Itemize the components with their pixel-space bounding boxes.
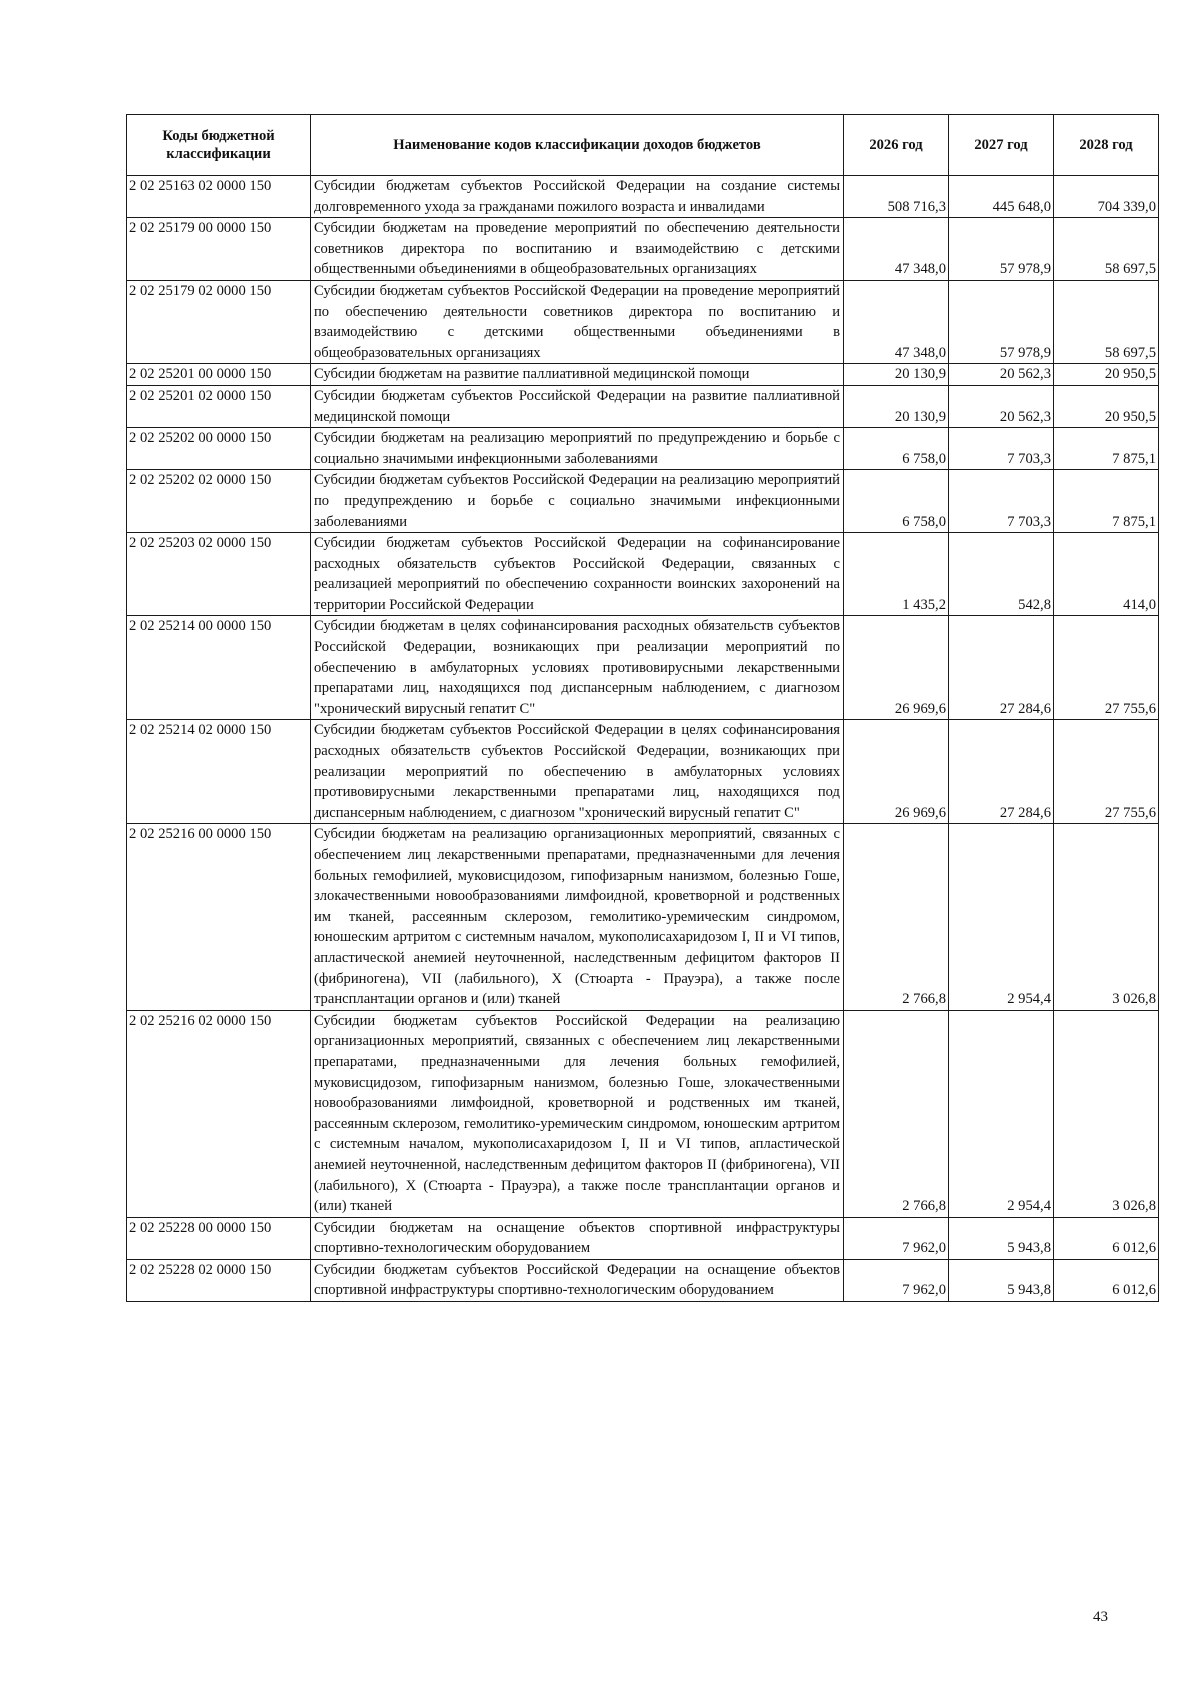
- code-cell: 2 02 25179 00 0000 150: [127, 218, 311, 281]
- value-2027-cell: 2 954,4: [949, 1010, 1054, 1217]
- value-2026-cell: 47 348,0: [844, 280, 949, 363]
- table-row: [127, 470, 1159, 533]
- name-cell: Субсидии бюджетам субъектов Российской Федерации на софинансирование расходных обязательств субъектов Российской Федерации, связанных с реализацией мероприятий по обеспечению сохранности воинских захоронений на территории Российской Федерации: [311, 533, 844, 616]
- value-2028-cell: 58 697,5: [1054, 218, 1159, 281]
- value-2028-cell: 3 026,8: [1054, 824, 1159, 1010]
- value-2026-cell: 2 766,8: [844, 1010, 949, 1217]
- value-2027-cell: 20 562,3: [949, 364, 1054, 386]
- table-row: [127, 1217, 1159, 1259]
- table-row: [127, 1259, 1159, 1301]
- name-cell: Субсидии бюджетам на реализацию мероприятий по предупреждению и борьбе с социально значимыми инфекционными заболеваниями: [311, 428, 844, 470]
- value-2026-cell: 20 130,9: [844, 364, 949, 386]
- header-name: Наименование кодов классификации доходов бюджетов: [311, 115, 844, 176]
- table-row: [127, 533, 1159, 616]
- code-cell: 2 02 25203 02 0000 150: [127, 533, 311, 616]
- budget-revenue-table: [126, 114, 1159, 1302]
- header-code: Коды бюджетной классификации: [127, 115, 311, 176]
- value-2026-cell: 26 969,6: [844, 616, 949, 720]
- value-2026-cell: 20 130,9: [844, 385, 949, 427]
- name-cell: Субсидии бюджетам субъектов Российской Федерации на реализацию мероприятий по предупреждению и борьбе с социально значимыми инфекционными заболеваниями: [311, 470, 844, 533]
- header-2026: 2026 год: [844, 115, 949, 176]
- name-cell: Субсидии бюджетам субъектов Российской Федерации на создание системы долговременного ухода за гражданами пожилого возраста и инвалидами: [311, 176, 844, 218]
- table-row: [127, 218, 1159, 281]
- code-cell: 2 02 25201 02 0000 150: [127, 385, 311, 427]
- code-cell: 2 02 25228 00 0000 150: [127, 1217, 311, 1259]
- value-2026-cell: 26 969,6: [844, 720, 949, 824]
- table-row: [127, 364, 1159, 386]
- table-row: [127, 1010, 1159, 1217]
- name-cell: Субсидии бюджетам субъектов Российской Федерации в целях софинансирования расходных обязательств субъектов Российской Федерации, возникающих при реализации мероприятий по обеспечению в амбулаторных условиях противовирусными лекарственными препаратами лиц, находящихся под диспансерным наблюдением, с диагнозом "хронический вирусный гепатит С": [311, 720, 844, 824]
- value-2027-cell: 20 562,3: [949, 385, 1054, 427]
- table-row: [127, 824, 1159, 1010]
- value-2027-cell: 7 703,3: [949, 470, 1054, 533]
- value-2027-cell: 542,8: [949, 533, 1054, 616]
- value-2028-cell: 7 875,1: [1054, 470, 1159, 533]
- value-2028-cell: 3 026,8: [1054, 1010, 1159, 1217]
- value-2028-cell: 27 755,6: [1054, 616, 1159, 720]
- page-number: 43: [1093, 1609, 1108, 1625]
- code-cell: 2 02 25216 02 0000 150: [127, 1010, 311, 1217]
- value-2026-cell: 1 435,2: [844, 533, 949, 616]
- code-cell: 2 02 25228 02 0000 150: [127, 1259, 311, 1301]
- value-2028-cell: 20 950,5: [1054, 364, 1159, 386]
- code-cell: 2 02 25202 00 0000 150: [127, 428, 311, 470]
- value-2028-cell: 7 875,1: [1054, 428, 1159, 470]
- value-2028-cell: 6 012,6: [1054, 1259, 1159, 1301]
- value-2028-cell: 27 755,6: [1054, 720, 1159, 824]
- value-2026-cell: 6 758,0: [844, 470, 949, 533]
- code-cell: 2 02 25214 00 0000 150: [127, 616, 311, 720]
- value-2028-cell: 704 339,0: [1054, 176, 1159, 218]
- value-2028-cell: 414,0: [1054, 533, 1159, 616]
- value-2028-cell: 20 950,5: [1054, 385, 1159, 427]
- code-cell: 2 02 25216 00 0000 150: [127, 824, 311, 1010]
- table-row: [127, 176, 1159, 218]
- table-row: [127, 428, 1159, 470]
- value-2026-cell: 7 962,0: [844, 1217, 949, 1259]
- value-2027-cell: 57 978,9: [949, 218, 1054, 281]
- value-2026-cell: 508 716,3: [844, 176, 949, 218]
- name-cell: Субсидии бюджетам на проведение мероприятий по обеспечению деятельности советников директора по воспитанию и взаимодействию с детскими общественными объединениями в общеобразовательных организациях: [311, 218, 844, 281]
- table-row: [127, 616, 1159, 720]
- table-row: [127, 720, 1159, 824]
- value-2027-cell: 5 943,8: [949, 1259, 1054, 1301]
- name-cell: Субсидии бюджетам субъектов Российской Федерации на развитие паллиативной медицинской помощи: [311, 385, 844, 427]
- table-header-row: [127, 115, 1159, 176]
- table-row: [127, 385, 1159, 427]
- table-row: [127, 280, 1159, 363]
- value-2026-cell: 6 758,0: [844, 428, 949, 470]
- table-body: [127, 176, 1159, 1302]
- name-cell: Субсидии бюджетам субъектов Российской Федерации на проведение мероприятий по обеспечению деятельности советников директора по воспитанию и взаимодействию с детскими общественными объединениями в общеобразовательных организациях: [311, 280, 844, 363]
- code-cell: 2 02 25202 02 0000 150: [127, 470, 311, 533]
- value-2028-cell: 6 012,6: [1054, 1217, 1159, 1259]
- code-cell: 2 02 25201 00 0000 150: [127, 364, 311, 386]
- name-cell: Субсидии бюджетам на оснащение объектов спортивной инфраструктуры спортивно-технологическим оборудованием: [311, 1217, 844, 1259]
- header-2027: 2027 год: [949, 115, 1054, 176]
- value-2027-cell: 27 284,6: [949, 616, 1054, 720]
- name-cell: Субсидии бюджетам в целях софинансирования расходных обязательств субъектов Российской Федерации, возникающих при реализации мероприятий по обеспечению в амбулаторных условиях противовирусными лекарственными препаратами лиц, находящихся под диспансерным наблюдением, с диагнозом "хронический вирусный гепатит С": [311, 616, 844, 720]
- code-cell: 2 02 25179 02 0000 150: [127, 280, 311, 363]
- name-cell: Субсидии бюджетам на развитие паллиативной медицинской помощи: [311, 364, 844, 386]
- value-2027-cell: 57 978,9: [949, 280, 1054, 363]
- name-cell: Субсидии бюджетам субъектов Российской Федерации на оснащение объектов спортивной инфраструктуры спортивно-технологическим оборудованием: [311, 1259, 844, 1301]
- value-2027-cell: 7 703,3: [949, 428, 1054, 470]
- name-cell: Субсидии бюджетам на реализацию организационных мероприятий, связанных с обеспечением лиц лекарственными препаратами, предназначенными для лечения больных гемофилией, муковисцидозом, гипофизарным нанизмом, болезнью Гоше, злокачественными новообразованиями лимфоидной, кроветворной и родственных им тканей, рассеянным склерозом, гемолитико-уремическим синдромом, юношеским артритом с системным началом, мукополисахаридозом I, II и VI типов, апластической анемией неуточненной, наследственным дефицитом факторов II (фибриногена), VII (лабильного), X (Стюарта - Прауэра), а также после трансплантации органов и (или) тканей: [311, 824, 844, 1010]
- header-2028: 2028 год: [1054, 115, 1159, 176]
- code-cell: 2 02 25214 02 0000 150: [127, 720, 311, 824]
- name-cell: Субсидии бюджетам субъектов Российской Федерации на реализацию организационных мероприятий, связанных с обеспечением лиц лекарственными препаратами, предназначенными для лечения больных гемофилией, муковисцидозом, гипофизарным нанизмом, болезнью Гоше, злокачественными новообразованиями лимфоидной, кроветворной и родственных им тканей, рассеянным склерозом, гемолитико-уремическим синдромом, юношеским артритом с системным началом, мукополисахаридозом I, II и VI типов, апластической анемией неуточненной, наследственным дефицитом факторов II (фибриногена), VII (лабильного), X (Стюарта - Прауэра), а также после трансплантации органов и (или) тканей: [311, 1010, 844, 1217]
- value-2027-cell: 27 284,6: [949, 720, 1054, 824]
- code-cell: 2 02 25163 02 0000 150: [127, 176, 311, 218]
- value-2028-cell: 58 697,5: [1054, 280, 1159, 363]
- value-2026-cell: 2 766,8: [844, 824, 949, 1010]
- value-2026-cell: 47 348,0: [844, 218, 949, 281]
- value-2027-cell: 2 954,4: [949, 824, 1054, 1010]
- value-2027-cell: 445 648,0: [949, 176, 1054, 218]
- value-2027-cell: 5 943,8: [949, 1217, 1054, 1259]
- value-2026-cell: 7 962,0: [844, 1259, 949, 1301]
